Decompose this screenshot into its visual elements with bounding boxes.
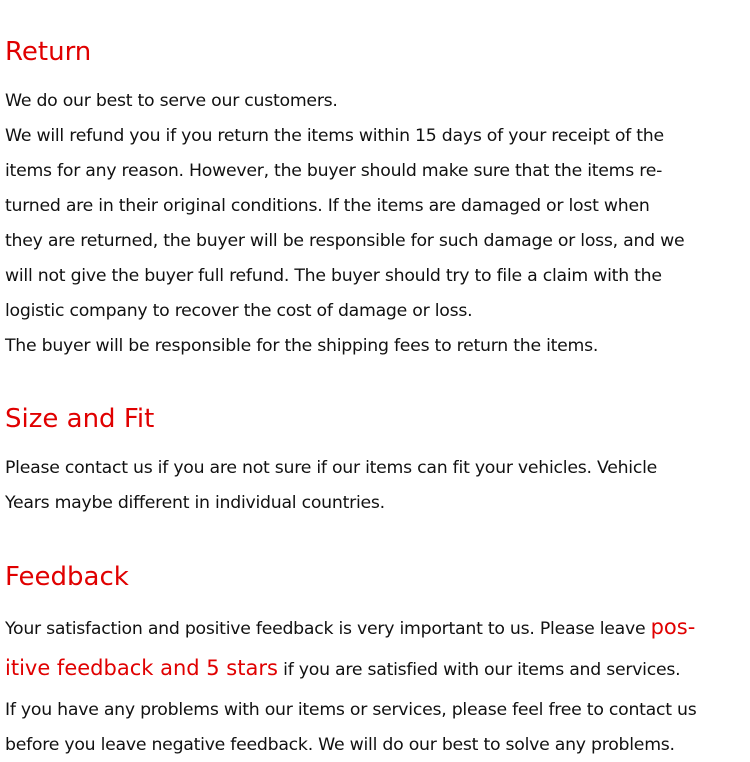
- feedback-line-2-text: if you are satisfied with our items and services.: [277, 660, 681, 680]
- return-line-8: The buyer will be responsible for the shipping fees to return the items.: [5, 336, 599, 356]
- return-line-3: items for any reason. However, the buyer should make sure that the items re-: [5, 161, 663, 181]
- return-line-1: We do our best to serve our customers.: [5, 91, 338, 111]
- return-line-6: will not give the buyer full refund. The buyer should try to file a claim with the: [5, 266, 662, 286]
- feedback-line-1: [5, 615, 695, 641]
- size-fit-line-2: Years maybe different in individual countries.: [5, 493, 385, 513]
- feedback-emphasis-part-2: itive feedback and 5 stars: [5, 656, 278, 680]
- feedback-line-2: [5, 656, 680, 682]
- feedback-heading: Feedback: [5, 562, 129, 592]
- return-line-4: turned are in their original conditions. If the items are damaged or lost when: [5, 196, 650, 216]
- feedback-line-4: before you leave negative feedback. We will do our best to solve any problems.: [5, 735, 675, 755]
- size-fit-line-1: Please contact us if you are not sure if our items can fit your vehicles. Vehicle: [5, 458, 658, 478]
- feedback-emphasis-part-1: pos-: [650, 615, 696, 639]
- return-line-5: they are returned, the buyer will be responsible for such damage or loss, and we: [5, 231, 685, 251]
- return-line-7: logistic company to recover the cost of damage or loss.: [5, 301, 473, 321]
- size-fit-heading: Size and Fit: [5, 404, 155, 434]
- return-heading: Return: [5, 37, 92, 67]
- return-line-2: We will refund you if you return the items within 15 days of your receipt of the: [5, 126, 664, 146]
- feedback-line-3: If you have any problems with our items or services, please feel free to contact us: [5, 700, 697, 720]
- feedback-line-1-text: Your satisfaction and positive feedback is very important to us. Please leave: [5, 619, 651, 639]
